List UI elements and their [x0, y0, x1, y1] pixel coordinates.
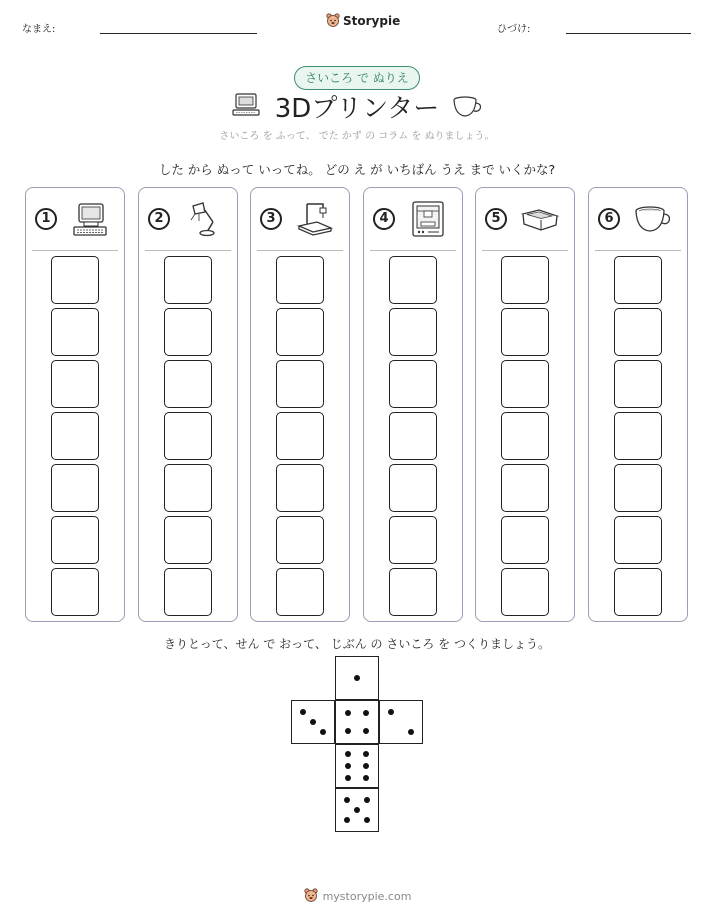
column-2 [138, 187, 238, 622]
color-box[interactable] [51, 568, 99, 616]
column-number: 5 [485, 208, 507, 230]
color-box[interactable] [501, 464, 549, 512]
color-box[interactable] [51, 360, 99, 408]
color-box[interactable] [51, 516, 99, 564]
dice-pip [345, 775, 351, 781]
brand-name: Storypie [343, 14, 401, 28]
color-box[interactable] [276, 256, 324, 304]
color-box[interactable] [501, 256, 549, 304]
dice-face-1 [335, 656, 379, 700]
color-box[interactable] [276, 464, 324, 512]
dice-pip [388, 709, 394, 715]
dice-pip [363, 728, 369, 734]
dice-pip [363, 710, 369, 716]
3d-printer-icon [295, 200, 335, 238]
cup-title-icon [452, 95, 484, 119]
dice-pip [345, 710, 351, 716]
column-6 [588, 187, 688, 622]
date-line [566, 33, 691, 34]
dice-pip [364, 817, 370, 823]
dice-pip [345, 751, 351, 757]
color-box[interactable] [51, 256, 99, 304]
computer-icon [70, 200, 110, 238]
column-number: 4 [373, 208, 395, 230]
color-box[interactable] [614, 568, 662, 616]
color-box[interactable] [276, 568, 324, 616]
instruction: した から ぬって いってね。 どの え が いちばん うえ まで いくかな? [158, 162, 556, 177]
column-number: 6 [598, 208, 620, 230]
date-label: ひづけ: [497, 24, 531, 35]
color-box[interactable] [389, 308, 437, 356]
activity-badge: さいころ で ぬりえ [294, 66, 420, 90]
column-1 [25, 187, 125, 622]
subtitle: さいころ を ふって、 でた かず の コラム を ぬりましょう。 [219, 131, 495, 142]
dice-pip [354, 675, 360, 681]
dice-face-4 [335, 700, 379, 744]
dice-pip [300, 709, 306, 715]
dice-pip [320, 729, 326, 735]
cut-note: きりとって、せん で おって、 じぶん の さいころ を つくりましょう。 [164, 637, 550, 651]
column-3 [250, 187, 350, 622]
color-box[interactable] [389, 464, 437, 512]
color-box[interactable] [614, 412, 662, 460]
dice-pip [354, 807, 360, 813]
color-box[interactable] [164, 308, 212, 356]
column-number: 1 [35, 208, 57, 230]
dice-face-5 [335, 788, 379, 832]
color-box[interactable] [614, 360, 662, 408]
color-box[interactable] [164, 516, 212, 564]
color-box[interactable] [501, 308, 549, 356]
color-box[interactable] [501, 568, 549, 616]
cup-icon [633, 200, 673, 238]
dice-face-6 [335, 744, 379, 788]
name-label: なまえ: [22, 24, 56, 35]
column-4 [363, 187, 463, 622]
color-box[interactable] [51, 308, 99, 356]
dice-pip [363, 763, 369, 769]
dice-pip [364, 797, 370, 803]
dice-pip [363, 751, 369, 757]
dice-face-2 [379, 700, 423, 744]
dice-pip [345, 763, 351, 769]
dice-pip [344, 797, 350, 803]
bear-footer-icon [303, 888, 319, 904]
color-box[interactable] [276, 516, 324, 564]
color-box[interactable] [501, 412, 549, 460]
color-box[interactable] [389, 568, 437, 616]
dice-pip [408, 729, 414, 735]
color-box[interactable] [164, 464, 212, 512]
color-box[interactable] [276, 308, 324, 356]
dice-face-3 [291, 700, 335, 744]
dice-pip [344, 817, 350, 823]
color-box[interactable] [389, 256, 437, 304]
name-line [100, 33, 257, 34]
bear-logo-icon [326, 13, 340, 29]
footer [0, 888, 714, 904]
dice-pip [363, 775, 369, 781]
dice-pip [345, 728, 351, 734]
page-title: 3Dプリンター [274, 94, 440, 124]
color-box[interactable] [51, 464, 99, 512]
color-box[interactable] [276, 360, 324, 408]
color-box[interactable] [389, 360, 437, 408]
color-box[interactable] [389, 516, 437, 564]
column-5 [475, 187, 575, 622]
color-box[interactable] [614, 516, 662, 564]
color-box[interactable] [614, 256, 662, 304]
color-box[interactable] [276, 412, 324, 460]
column-number: 3 [260, 208, 282, 230]
brand-logo [326, 13, 400, 29]
column-number: 2 [148, 208, 170, 230]
color-box[interactable] [614, 308, 662, 356]
color-box[interactable] [51, 412, 99, 460]
footer-url: mystorypie.com [322, 889, 412, 903]
color-box[interactable] [389, 412, 437, 460]
color-box[interactable] [501, 516, 549, 564]
color-box[interactable] [164, 256, 212, 304]
color-box[interactable] [164, 360, 212, 408]
color-box[interactable] [164, 568, 212, 616]
color-box[interactable] [164, 412, 212, 460]
3d-printer-machine-icon [408, 200, 448, 238]
color-box[interactable] [501, 360, 549, 408]
container-icon [520, 200, 560, 238]
desk-lamp-icon [183, 200, 223, 238]
color-box[interactable] [614, 464, 662, 512]
dice-pip [310, 719, 316, 725]
